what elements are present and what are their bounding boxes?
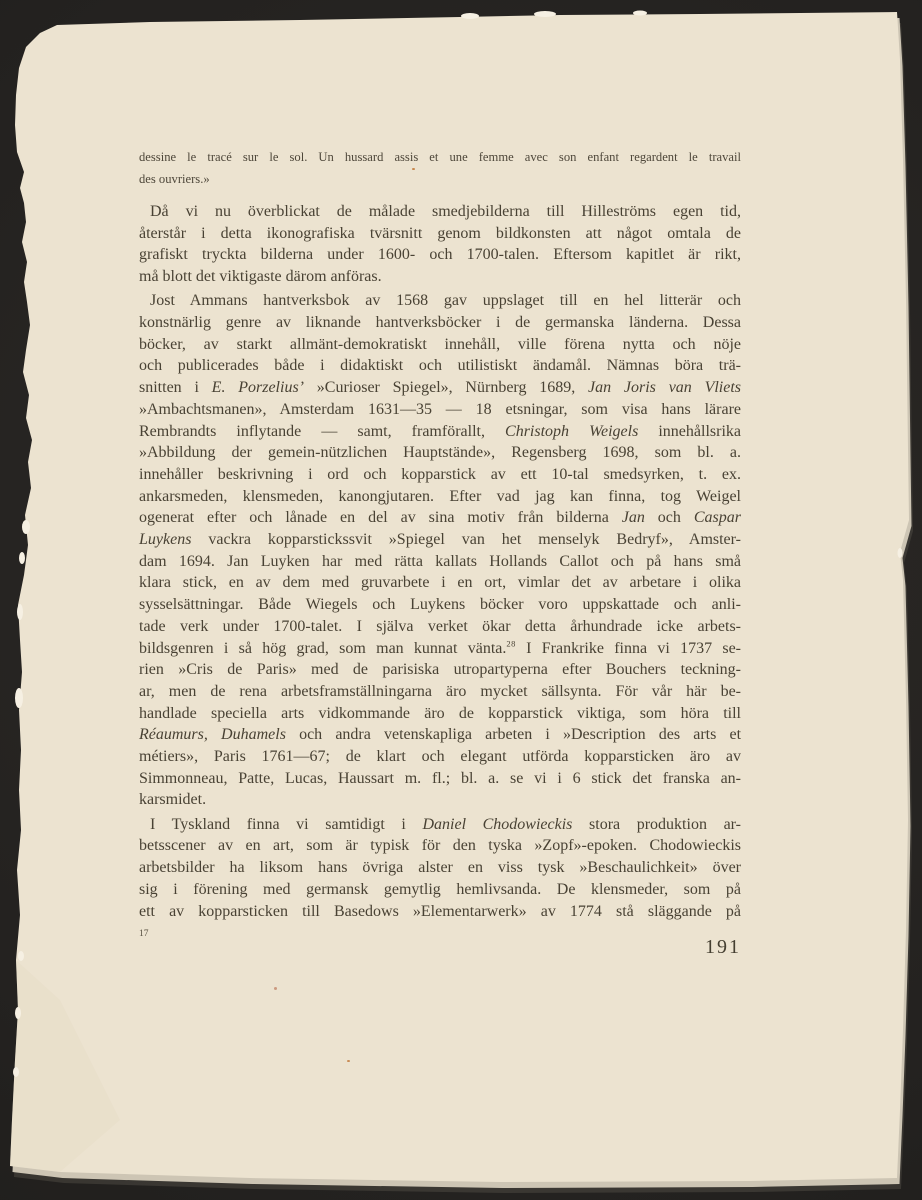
text-line: klara stick, en av dem med gruvarbete i en ort, vimlar det av arbetare i olika	[139, 574, 741, 592]
paper-speck	[347, 1060, 350, 1062]
text-line: dessine le tracé sur le sol. Un hussard assis et une femme avec son enfant regardent le travail	[139, 150, 741, 164]
text-line: Jost Ammans hantverksbok av 1568 gav uppslaget till en hel litterär och	[150, 292, 741, 310]
text-line: återstår i detta ikonografiska tvärsnitt genom bildkonsten att något omtala de	[139, 224, 741, 242]
text-line: karsmidet.	[139, 791, 207, 809]
text-line: métiers», Paris 1761—67; de klart och elegant utförda kopparsticken äro av	[139, 748, 741, 766]
text-line: »Ambachtsmanen», Amsterdam 1631—35 — 18 etsningar, som visa hans lärare	[139, 400, 741, 418]
text-line: tade verk under 1700-talet. I själva verket ökar detta århundrade icke arbets-	[139, 617, 741, 635]
text-line: arbetsbilder ha liksom hans övriga alster en viss tysk »Beschaulichkeit» över	[139, 859, 741, 877]
text-line: innehåller beskrivning i ord och kopparstick av ett 10-tal smedsyrken, t. ex.	[139, 465, 741, 483]
text-line: betsscener av en art, som är typisk för den tyska »Zopf»-epoken. Chodowieckis	[139, 837, 741, 855]
paper-speck	[274, 987, 277, 990]
text-line: rien »Cris de Paris» med de parisiska utropartyperna efter Bouchers teckning-	[139, 661, 741, 679]
text-line: »Abbildung der gemein-nützlichen Hauptstände», Regensberg 1698, som bl. a.	[139, 444, 741, 462]
paper-speck	[412, 168, 415, 170]
text-line: Réaumurs, Duhamels och andra vetenskapliga arbeten i »Description des arts et	[139, 726, 742, 744]
text-line: sysselsättningar. Både Wiegels och Luykens böcker voro uppskattade och anli-	[139, 596, 741, 614]
text-line: Luykens vackra kopparstickssvit »Spiegel van het menselyk Bedryf», Amster-	[139, 531, 741, 549]
text-line: sig i förening med germansk gemytlig hemlivsanda. De klensmeder, som på	[139, 880, 741, 898]
text-line: I Tyskland finna vi samtidigt i Daniel Chodowieckis stora produktion ar-	[150, 815, 742, 833]
text-line: ar, men de rena arbetsframställningarna äro mycket sällsynta. För vår här be-	[139, 682, 741, 700]
text-line: ankarsmeden, klensmeden, kanongjutaren. Efter vad jag kan finna, tog Weigel	[139, 487, 741, 505]
text-line: konstnärlig genre av liknande hantverksböcker i de germanska länderna. Dessa	[139, 314, 741, 332]
text-block	[139, 146, 741, 922]
text-line: Simmonneau, Patte, Lucas, Haussart m. fl.; bl. a. se vi i 6 stick det franska an-	[139, 769, 741, 787]
text-line: bildsgenren i så hög grad, som man kunnat vänta.$^{28}$ I Frankrike finna vi 1737 se-	[139, 638, 741, 657]
paragraph	[139, 146, 741, 190]
text-line: grafiskt tryckta bilderna under 1600- och 1700-talen. Eftersom kapitlet är rikt,	[139, 246, 741, 264]
signature-mark: 17	[139, 929, 149, 939]
text-line: må blott det viktigaste därom anföras.	[139, 268, 382, 286]
text-line: handlade speciella arts vidkommande äro de kopparstick viktiga, som höra till	[139, 704, 741, 722]
page-number: 191	[705, 936, 741, 958]
paragraph	[139, 201, 741, 288]
text-line: Då vi nu överblickat de målade smedjebilderna till Hilleströms egen tid,	[150, 203, 741, 220]
paragraph	[139, 814, 741, 923]
text-line: och publicerades både i didaktiskt och utilistiskt ändamål. Nämnas böra trä-	[139, 357, 741, 375]
text-line: des ouvriers.»	[139, 172, 210, 186]
text-line: böcker, av starkt allmänt-demokratiskt innehåll, ville förena nytta och nöje	[139, 335, 741, 353]
text-line: ogenerat efter och lånade en del av sina motiv från bilderna Jan och Caspar	[139, 509, 741, 527]
text-line: ett av kopparsticken till Basedows »Elementarwerk» av 1774 stå släggande på	[139, 902, 741, 920]
paragraph	[139, 290, 741, 811]
text-line: Rembrandts inflytande — samt, framförallt, Christoph Weigels innehållsrika	[139, 422, 742, 440]
text-line: snitten i E. Porzelius’ »Curioser Spiegel», Nürnberg 1689, Jan Joris van Vliets	[139, 379, 742, 397]
text-line: dam 1694. Jan Luyken har med rätta kallats Hollands Callot och på hans små	[139, 552, 741, 570]
